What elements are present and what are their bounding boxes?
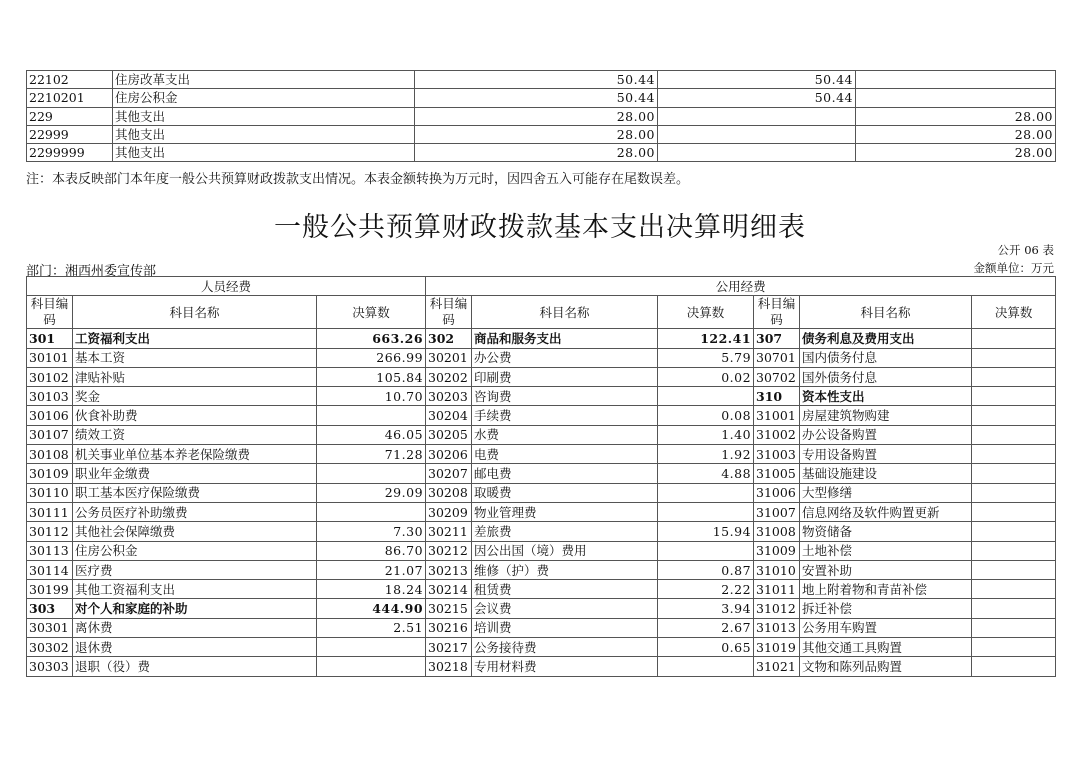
amount: [972, 599, 1056, 618]
amount: [972, 541, 1056, 560]
amount: 71.28: [317, 445, 426, 464]
unit-label: 金额单位：万元: [973, 261, 1054, 275]
project-amount: 28.00: [856, 107, 1056, 125]
amount: [317, 638, 426, 657]
subject-name: 其他支出: [113, 144, 415, 162]
subject-name: 国内债务付息: [800, 348, 972, 367]
amount: 10.70: [317, 387, 426, 406]
table-row: [27, 387, 1056, 406]
subject-code: 301: [27, 329, 73, 348]
total-amount: 28.00: [415, 125, 658, 143]
amount: 1.92: [658, 445, 754, 464]
subject-name: 水费: [472, 425, 658, 444]
subject-code: 30303: [27, 657, 73, 676]
subject-code: 30217: [426, 638, 472, 657]
project-amount: 28.00: [856, 144, 1056, 162]
subject-code: 31006: [754, 483, 800, 502]
code-header: 科目编码: [754, 296, 800, 329]
personnel-header: 人员经费: [27, 277, 426, 296]
subject-code: 31012: [754, 599, 800, 618]
subject-name: 职业年金缴费: [73, 464, 317, 483]
amount: [658, 483, 754, 502]
subject-name: 因公出国（境）费用: [472, 541, 658, 560]
name-header: 科目名称: [73, 296, 317, 329]
amount: [972, 638, 1056, 657]
subject-code: 30201: [426, 348, 472, 367]
amount: [317, 464, 426, 483]
subject-name: 房屋建筑物购建: [800, 406, 972, 425]
name-header: 科目名称: [800, 296, 972, 329]
expenditure-table: [26, 276, 1056, 677]
amount: [972, 502, 1056, 521]
amount: [972, 580, 1056, 599]
subject-code: 31009: [754, 541, 800, 560]
table-row: [27, 541, 1056, 560]
subject-name: 退职（役）费: [73, 657, 317, 676]
subject-code: 30701: [754, 348, 800, 367]
subject-name: 办公设备购置: [800, 425, 972, 444]
table-row: [27, 638, 1056, 657]
code-header: 科目编码: [27, 296, 73, 329]
subject-name: 印刷费: [472, 367, 658, 386]
table-row: [27, 107, 1056, 125]
table-row: [27, 599, 1056, 618]
amount: 2.51: [317, 618, 426, 637]
subject-name: 物资储备: [800, 522, 972, 541]
total-amount: 28.00: [415, 144, 658, 162]
subject-code: 31019: [754, 638, 800, 657]
subject-name: 住房公积金: [113, 89, 415, 107]
subject-code: 30108: [27, 445, 73, 464]
subject-name: 拆迁补偿: [800, 599, 972, 618]
code-header: 科目编码: [426, 296, 472, 329]
project-amount: [856, 71, 1056, 89]
amount: 15.94: [658, 522, 754, 541]
subject-code: 31011: [754, 580, 800, 599]
amount: [658, 502, 754, 521]
basic-amount: [658, 107, 856, 125]
amount: [972, 348, 1056, 367]
subject-name: 其他交通工具购置: [800, 638, 972, 657]
subject-code: 30205: [426, 425, 472, 444]
amount-header: 决算数: [972, 296, 1056, 329]
table-row: [27, 406, 1056, 425]
amount: [972, 560, 1056, 579]
amount: 29.09: [317, 483, 426, 502]
amount: 266.99: [317, 348, 426, 367]
subject-name: 国外债务付息: [800, 367, 972, 386]
subject-name: 奖金: [73, 387, 317, 406]
table-row: [27, 125, 1056, 143]
subject-code: 30101: [27, 348, 73, 367]
amount: 0.08: [658, 406, 754, 425]
subject-name: 公务员医疗补助缴费: [73, 502, 317, 521]
subject-code: 30206: [426, 445, 472, 464]
subject-name: 取暖费: [472, 483, 658, 502]
basic-amount: [658, 144, 856, 162]
subject-name: 大型修缮: [800, 483, 972, 502]
subject-name: 地上附着物和青苗补偿: [800, 580, 972, 599]
subject-name: 专用材料费: [472, 657, 658, 676]
subject-name: 电费: [472, 445, 658, 464]
table-row: [27, 71, 1056, 89]
public-header: 公用经费: [426, 277, 1056, 296]
subject-code: 302: [426, 329, 472, 348]
subject-code: 30218: [426, 657, 472, 676]
subject-code: 30208: [426, 483, 472, 502]
top-table: [26, 70, 1056, 162]
amount: 105.84: [317, 367, 426, 386]
subject-name: 信息网络及软件购置更新: [800, 502, 972, 521]
subject-code: 30204: [426, 406, 472, 425]
subject-name: 专用设备购置: [800, 445, 972, 464]
amount-header: 决算数: [658, 296, 754, 329]
subject-code: 30113: [27, 541, 73, 560]
amount: [658, 541, 754, 560]
subject-code: 2210201: [27, 89, 113, 107]
subject-code: 30302: [27, 638, 73, 657]
amount: [972, 425, 1056, 444]
table-row: [27, 329, 1056, 348]
amount: [972, 464, 1056, 483]
subject-code: 30207: [426, 464, 472, 483]
subject-code: 30216: [426, 618, 472, 637]
subject-name: 其他支出: [113, 125, 415, 143]
subject-code: 30301: [27, 618, 73, 637]
table-row: [27, 657, 1056, 676]
table-row: [27, 483, 1056, 502]
amount: 122.41: [658, 329, 754, 348]
subject-name: 维修（护）费: [472, 560, 658, 579]
subject-code: 310: [754, 387, 800, 406]
subject-code: 303: [27, 599, 73, 618]
subject-name: 商品和服务支出: [472, 329, 658, 348]
subject-name: 土地补偿: [800, 541, 972, 560]
subject-code: 30111: [27, 502, 73, 521]
subject-name: 差旅费: [472, 522, 658, 541]
table-row: [27, 348, 1056, 367]
subject-name: 其他工资福利支出: [73, 580, 317, 599]
amount: 2.22: [658, 580, 754, 599]
subject-name: 住房公积金: [73, 541, 317, 560]
amount: [658, 657, 754, 676]
amount: 21.07: [317, 560, 426, 579]
amount: 2.67: [658, 618, 754, 637]
subject-name: 咨询费: [472, 387, 658, 406]
subject-code: 31001: [754, 406, 800, 425]
subject-code: 30203: [426, 387, 472, 406]
subject-code: 30215: [426, 599, 472, 618]
subject-code: 31007: [754, 502, 800, 521]
amount: [972, 387, 1056, 406]
table-row: [27, 367, 1056, 386]
subject-code: 30112: [27, 522, 73, 541]
table-row: [27, 502, 1056, 521]
subject-name: 机关事业单位基本养老保险缴费: [73, 445, 317, 464]
subject-code: 31013: [754, 618, 800, 637]
amount: 0.02: [658, 367, 754, 386]
amount: 0.87: [658, 560, 754, 579]
subject-name: 其他支出: [113, 107, 415, 125]
amount: [317, 406, 426, 425]
subject-code: 229: [27, 107, 113, 125]
amount: 46.05: [317, 425, 426, 444]
amount: 18.24: [317, 580, 426, 599]
department-label: 部门：湘西州委宣传部: [26, 264, 157, 279]
subject-code: 30103: [27, 387, 73, 406]
subject-code: 30114: [27, 560, 73, 579]
amount: 0.65: [658, 638, 754, 657]
amount: 444.90: [317, 599, 426, 618]
basic-amount: 50.44: [658, 71, 856, 89]
amount: [972, 522, 1056, 541]
subject-name: 培训费: [472, 618, 658, 637]
table-row: [27, 144, 1056, 162]
subject-name: 基本工资: [73, 348, 317, 367]
table-row: [27, 522, 1056, 541]
subject-name: 津贴补贴: [73, 367, 317, 386]
amount: [972, 483, 1056, 502]
subject-name: 会议费: [472, 599, 658, 618]
table-row: [27, 425, 1056, 444]
amount: 3.94: [658, 599, 754, 618]
amount: [972, 657, 1056, 676]
subject-name: 伙食补助费: [73, 406, 317, 425]
amount: [972, 445, 1056, 464]
subject-code: 30702: [754, 367, 800, 386]
subject-name: 基础设施建设: [800, 464, 972, 483]
project-amount: [856, 89, 1056, 107]
subject-code: 31010: [754, 560, 800, 579]
amount: 1.40: [658, 425, 754, 444]
amount: [972, 618, 1056, 637]
subject-code: 30212: [426, 541, 472, 560]
basic-amount: [658, 125, 856, 143]
subject-name: 资本性支出: [800, 387, 972, 406]
name-header: 科目名称: [472, 296, 658, 329]
subject-code: 30199: [27, 580, 73, 599]
subject-code: 30102: [27, 367, 73, 386]
subject-name: 绩效工资: [73, 425, 317, 444]
subject-code: 30202: [426, 367, 472, 386]
table-note: 注：本表反映部门本年度一般公共预算财政拨款支出情况。本表金额转换为万元时，因四舍五入可能存在尾数误差。: [26, 172, 690, 187]
subject-name: 邮电费: [472, 464, 658, 483]
subject-code: 307: [754, 329, 800, 348]
subject-name: 办公费: [472, 348, 658, 367]
total-amount: 50.44: [415, 71, 658, 89]
subject-code: 2299999: [27, 144, 113, 162]
subject-name: 医疗费: [73, 560, 317, 579]
subject-code: 22999: [27, 125, 113, 143]
subject-code: 22102: [27, 71, 113, 89]
subject-code: 30110: [27, 483, 73, 502]
subject-name: 工资福利支出: [73, 329, 317, 348]
subject-code: 30109: [27, 464, 73, 483]
subject-code: 31002: [754, 425, 800, 444]
table-row: [27, 89, 1056, 107]
amount: [317, 502, 426, 521]
amount: [972, 329, 1056, 348]
amount: 4.88: [658, 464, 754, 483]
project-amount: 28.00: [856, 125, 1056, 143]
subject-code: 30106: [27, 406, 73, 425]
amount: 663.26: [317, 329, 426, 348]
subject-code: 31003: [754, 445, 800, 464]
amount: [317, 657, 426, 676]
subject-code: 30213: [426, 560, 472, 579]
subject-name: 文物和陈列品购置: [800, 657, 972, 676]
subject-code: 30209: [426, 502, 472, 521]
subject-name: 其他社会保障缴费: [73, 522, 317, 541]
page-title: 一般公共预算财政拨款基本支出决算明细表: [274, 212, 806, 243]
subject-code: 30214: [426, 580, 472, 599]
subject-code: 30107: [27, 425, 73, 444]
table-row: [27, 464, 1056, 483]
subject-name: 住房改革支出: [113, 71, 415, 89]
table-row: [27, 618, 1056, 637]
subject-code: 30211: [426, 522, 472, 541]
subject-name: 租赁费: [472, 580, 658, 599]
total-amount: 50.44: [415, 89, 658, 107]
form-number: 公开 06 表: [997, 243, 1054, 257]
subject-name: 公务用车购置: [800, 618, 972, 637]
subject-name: 退休费: [73, 638, 317, 657]
subject-name: 债务利息及费用支出: [800, 329, 972, 348]
amount: 86.70: [317, 541, 426, 560]
subject-name: 离休费: [73, 618, 317, 637]
amount: [972, 406, 1056, 425]
subject-name: 公务接待费: [472, 638, 658, 657]
subject-code: 31021: [754, 657, 800, 676]
total-amount: 28.00: [415, 107, 658, 125]
subject-code: 31005: [754, 464, 800, 483]
amount: [658, 387, 754, 406]
subject-name: 对个人和家庭的补助: [73, 599, 317, 618]
subject-name: 安置补助: [800, 560, 972, 579]
amount: 5.79: [658, 348, 754, 367]
table-row: [27, 445, 1056, 464]
amount: 7.30: [317, 522, 426, 541]
basic-amount: 50.44: [658, 89, 856, 107]
table-row: [27, 580, 1056, 599]
subject-name: 手续费: [472, 406, 658, 425]
amount-header: 决算数: [317, 296, 426, 329]
subject-code: 31008: [754, 522, 800, 541]
subject-name: 职工基本医疗保险缴费: [73, 483, 317, 502]
table-row: [27, 560, 1056, 579]
subject-name: 物业管理费: [472, 502, 658, 521]
amount: [972, 367, 1056, 386]
